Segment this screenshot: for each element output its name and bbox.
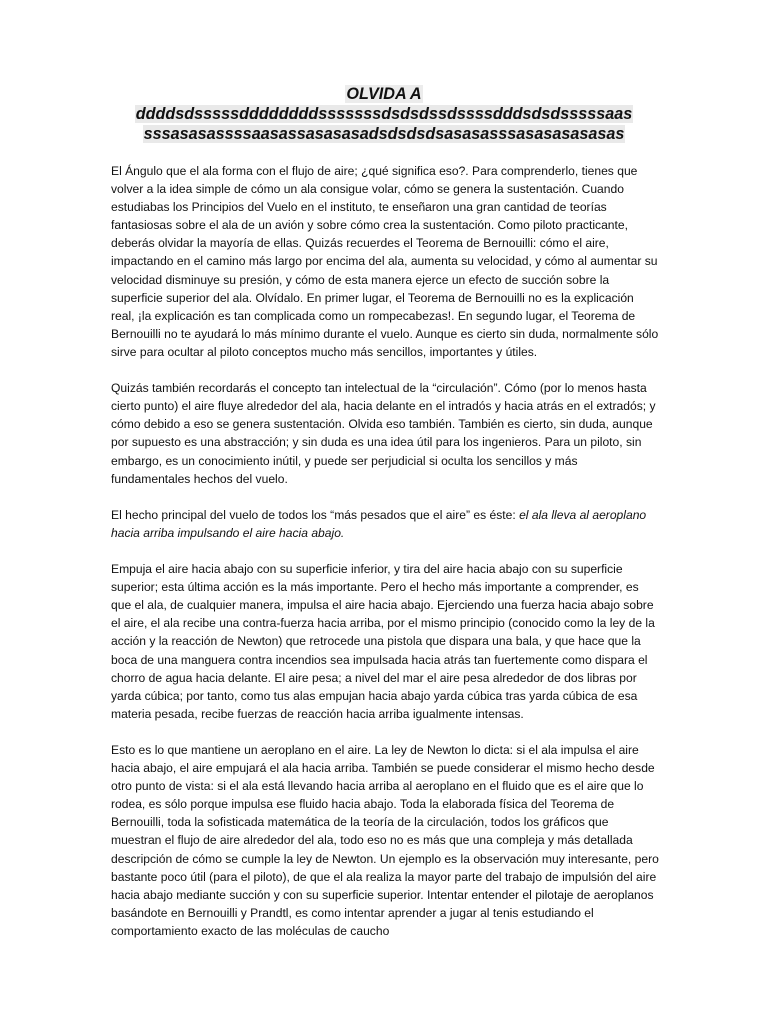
document-title	[100, 84, 668, 144]
paragraph	[111, 506, 659, 542]
paragraph: El Ángulo que el ala forma con el flujo de aire; ¿qué significa eso?. Para comprenderlo, tienes que volver a la idea simple de cómo un ala consigue volar, cómo se genera la sustentación. Cuando estudiabas los Principios del Vuelo en el instituto, te enseñaron una gran cantidad de teorías fantasiosas sobre el ala de un avión y sobre cómo crea la sustentación. Como piloto practicante, deberás olvidar la mayoría de ellas. Quizás recuerdes el Teorema de Bernouilli: cómo el aire, impactando en el camino más largo por encima del ala, aumenta su velocidad, y cómo al aumentar su velocidad disminuye su presión, y cómo de esta manera ejerce un efecto de succión sobre la superficie superior del ala. Olvídalo. En primer lugar, el Teorema de Bernouilli no es la explicación real, ¡la explicación es tan complicada como un rompecabezas!. En segundo lugar, el Teorema de Bernouilli no te ayudará lo más mínimo durante el vuelo. Aunque es cierto sin duda, normalmente sólo sirve para ocultar al piloto conceptos mucho más sencillos, importantes y útiles.	[111, 164, 659, 359]
paragraph: Quizás también recordarás el concepto tan intelectual de la “circulación”. Cómo (por lo menos hasta cierto punto) el aire fluye alrededor del ala, hacia delante en el intradós y hacia atrás en el extradós; y cómo debido a eso se genera sustentación. Olvida eso también. También es cierto, sin duda, aunque por supuesto es una abstracción; y sin duda es una idea útil para los ingenieros. Para un piloto, sin embargo, es un conocimiento inútil, y puede ser perjudicial si oculta los sencillos y más fundamentales hechos del vuelo.	[111, 381, 656, 486]
title-line	[100, 104, 668, 124]
paragraph: Empuja el aire hacia abajo con su superficie inferior, y tira del aire hacia abajo con su superficie superior; esta última acción es la más importante. Pero el hecho más importante a comprender, es que el ala, de cualquier manera, impulsa el aire hacia abajo. Ejerciendo una fuerza hacia abajo sobre el aire, el ala recibe una contra-fuerza hacia arriba, por el mismo principio (conocido como la ley de la acción y la reacción de Newton) que retrocede una pistola que dispara una bala, y que hace que la boca de una manguera contra incendios sea impulsada hacia atrás tan fuertemente como dispara el chorro de agua hacia delante. El aire pesa; a nivel del mar el aire pesa alrededor de dos libras por yarda cúbica; por tanto, como tus alas empujan hacia abajo yarda cúbica tras yarda cúbica de esa materia pesada, recibe fuerzas de reacción hacia arriba igualmente intensas.	[111, 562, 655, 721]
title-line-text: sssasasassssaasassasasasadsdsdsdsasasasssasasasasasas	[143, 125, 625, 143]
title-line-text: ddddsdsssssddddddddsssssssdsdsdssdssssdddsdsdsssssaas	[135, 105, 633, 123]
paragraph-emphasis: el ala lleva al aeroplano hacia arriba impulsando el aire hacia abajo.	[111, 507, 647, 540]
paragraph: Esto es lo que mantiene un aeroplano en el aire. La ley de Newton lo dicta: si el ala impulsa el aire hacia abajo, el aire empujará el ala hacia arriba. También se puede considerar el mismo hecho desde otro punto de vista: si el ala está llevando hacia arriba al aeroplano en el fluido que es el aire que lo rodea, es sólo porque impulsa ese fluido hacia abajo. Toda la elaborada física del Teorema de Bernouilli, toda la sofisticada matemática de la teoría de la circulación, todos los gráficos que muestran el flujo de aire alrededor del ala, todo eso no es más que una compleja y más detallada descripción de cómo se cumple la ley de Newton. Un ejemplo es la observación muy interesante, pero bastante poco útil (para el piloto), de que el ala realiza la mayor parte del trabajo de impulsión del aire hacia abajo mediante succión y con su superficie superior. Intentar entender el pilotaje de aeroplanos basándote en Bernouilli y Prandtl, es como intentar aprender a jugar al tenis estudiando el comportamiento exacto de las moléculas de caucho	[111, 743, 659, 938]
title-line	[100, 124, 668, 144]
title-line-text: OLVIDA A	[346, 85, 422, 103]
document-body	[111, 162, 659, 958]
paragraph-text: El hecho principal del vuelo de todos los “más pesados que el aire” es éste:	[111, 507, 520, 522]
title-line	[100, 84, 668, 104]
